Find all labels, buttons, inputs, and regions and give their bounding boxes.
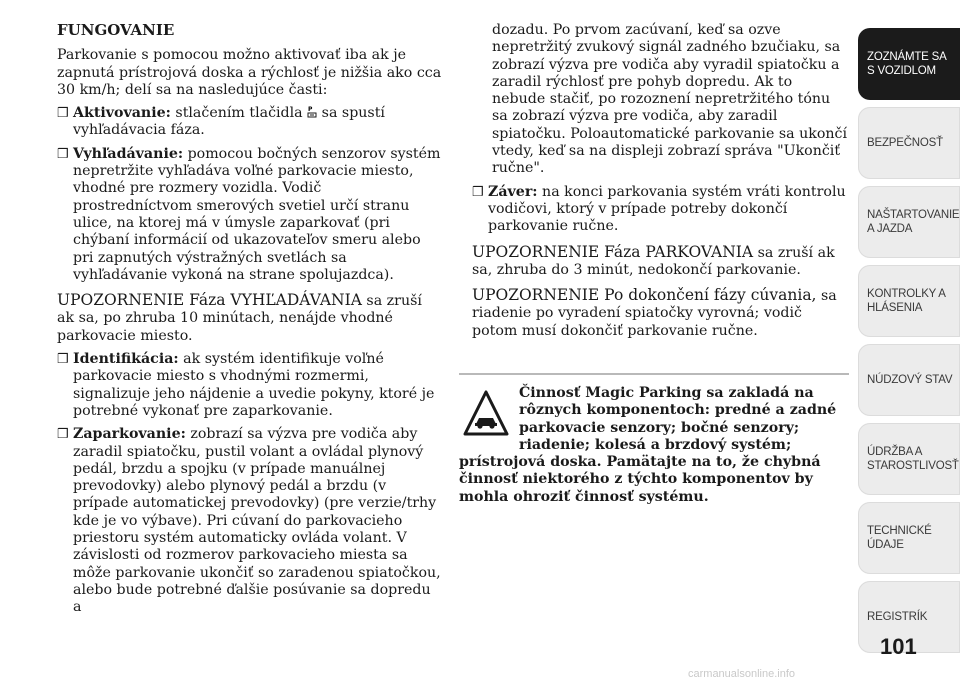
section-heading: FUNGOVANIE [57,21,175,39]
bullet-text: na konci parkovania systém vráti kontrolu vodičovi, ktorý v prípade potreby dokončí parkovanie ručne. [488,183,846,235]
bullet-text: zobrazí sa výzva pre vodiča aby zaradil spiatočku, pustil volant a ovládal plynový pedál, brzdu a spojku (v prípade manuálnej prevodovky) alebo plynový pedál a brzdu (v prípade automatickej prevodovky) (pre verzie/trhy kde je vo výbave). Pri cúvaní do parkovacieho priestoru systém automaticky ovláda volant. V závislosti od rozmerov parkovacieho miesta sa môže parkovanie ukončiť so zaradenou spiatočkou, alebo bude potrebné ďalšie posúvanie sa dopredu a [73,426,441,616]
bullet-activation [57,105,442,140]
tab-label: NAŠTARTOVANIE A JAZDA [867,209,960,235]
warning-search [57,292,442,345]
bullet-text: pomocou bočných senzorov systém nepretržite vyhľadáva voľné parkovacie miesto, vhodné pre rozmery vozidla. Vodič prostredníctvom smerových svetiel určí stranu ulice, na ktorej má v úmysle zaparkovať (pri chýbaní informácií od ukazovateľov smeru alebo pri zapnutých výstražných svetlách sa vyhľadávanie vykoná na strane spolujazdca). [73,145,441,283]
tab-label: ÚDRŽBA A STAROSTLIVOSŤ [867,446,959,472]
bullet-search [57,146,442,284]
bullet-text: ak systém identifikuje voľné parkovacie miesto s vhodnými rozmermi, signalizuje jeho nájdenie a uvedie pokyny, ktoré je potrebné vykonať pre zaparkovanie. [73,351,435,419]
bullet-box-icon: ❒ [57,106,69,122]
right-column [472,22,848,346]
watermark: carmanualsonline.info [688,668,796,680]
tab-warning-lights[interactable] [858,265,960,337]
left-column [57,22,442,623]
tab-label: BEZPEČNOSŤ [867,137,943,149]
warning-text: sa riadenie po vyradení spiatočky vyrovná; vodič potom musí dokončiť parkovanie ručne. [472,288,837,339]
parking-button-icon [307,105,317,119]
warning-reversing [472,287,848,340]
tab-safety[interactable] [858,107,960,179]
tab-maintenance[interactable] [858,423,960,495]
warning-parking [472,244,848,280]
bullet-text: sa spustí vyhľadávacia fáza. [73,105,385,139]
tab-emergency[interactable] [858,344,960,416]
tab-introduction[interactable] [858,28,960,100]
bullet-label: Záver: [488,183,538,200]
bullet-box-icon: ❒ [57,146,69,162]
continuation-paragraph: dozadu. Po prvom zacúvaní, keď sa ozve nepretržitý zvukový signál zadného bzučiaku, sa zobrazí výzva pre vodiča aby vyradil spiatočku a zaradil rýchlosť pre pohyb dopredu. Ak to nebude stačiť, po rozoznení nepretržitého tónu sa zobrazí výzva pre vodiča, aby zaradil spiatočku. Poloautomatické parkovanie sa ukončí vtedy, keď sa na displeji zobrazí správa "Ukončiť ručne". [492,22,847,177]
warning-triangle-car-icon [463,389,509,437]
warning-label: UPOZORNENIE Po dokončení fázy cúvania, [472,286,817,305]
tab-label: NÚDZOVÝ STAV [867,374,953,386]
tab-label: KONTROLKY A HLÁSENIA [867,288,946,314]
warning-label: UPOZORNENIE Fáza PARKOVANIA [472,242,754,261]
bullet-label: Aktivovanie: [73,105,171,122]
tab-label: ZOZNÁMTE SA S VOZIDLOM [867,51,946,77]
page-number: 101 [880,634,917,659]
bullet-identification [57,351,442,420]
tab-label: TECHNICKÉ ÚDAJE [867,525,932,551]
chapter-tabs [858,28,960,660]
bullet-label: Identifikácia: [73,351,179,368]
bullet-conclusion [472,184,848,236]
warning-notice [459,373,849,506]
bullet-parking [57,426,442,616]
warning-text: sa zruší ak sa, zhruba do 3 minút, nedokončí parkovanie. [472,244,835,278]
tab-technical-data[interactable] [858,502,960,574]
intro-paragraph: Parkovanie s pomocou možno aktivovať iba ak je zapnutá prístrojová doska a rýchlosť je nižšia ako cca 30 km/h; delí sa na nasledujúce časti: [57,47,442,98]
svg-text:P: P [308,106,313,114]
notice-text: Činnosť Magic Parking sa zakladá na rôznych komponentoch: predné a zadné parkovacie senzory; bočné senzory; riadenie; kolesá a brzdový systém; prístrojová doska. Pamätajte na to, že chybná činnosť niektorého z týchto komponentov by mohla ohroziť činnosť systému. [459,385,837,505]
tab-label: REGISTRÍK [867,611,928,623]
bullet-label: Vyhľadávanie: [73,145,184,162]
bullet-box-icon: ❒ [57,427,69,443]
tab-starting-driving[interactable] [858,186,960,258]
bullet-box-icon: ❒ [472,184,484,200]
warning-label: UPOZORNENIE Fáza VYHĽADÁVANIA [57,291,362,310]
warning-text: sa zruší ak sa, po zhruba 10 minútach, nenájde vhodné parkovacie miesto. [57,293,422,344]
bullet-label: Zaparkovanie: [73,426,186,443]
bullet-box-icon: ❒ [57,352,69,368]
bullet-text: stlačením tlačidla [170,105,308,122]
